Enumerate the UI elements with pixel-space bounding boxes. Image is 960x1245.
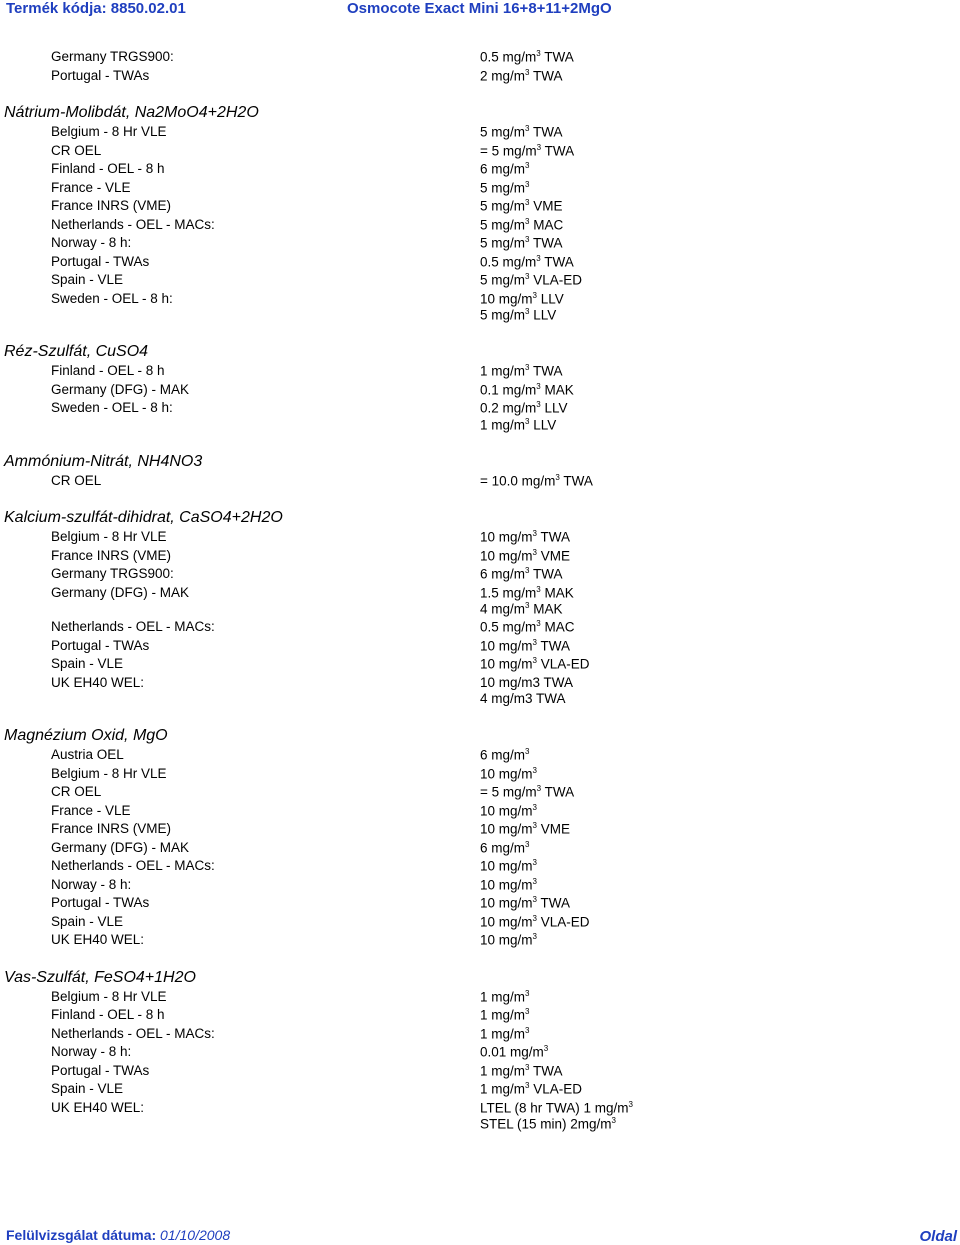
limit-row: [0, 123, 960, 142]
substance-title: Vas-Szulfát, FeSO4+1H2O: [4, 968, 196, 986]
substance-section: [0, 508, 960, 708]
limit-source-label: Netherlands - OEL - MACs:: [51, 619, 215, 634]
limit-source-label: Finland - OEL - 8 h: [51, 363, 165, 378]
limit-source-label: Finland - OEL - 8 h: [51, 161, 165, 176]
limit-source-label: Belgium - 8 Hr VLE: [51, 529, 167, 544]
limit-source-label: Portugal - TWAs: [51, 67, 150, 83]
limit-row: [0, 894, 960, 913]
limit-value: 1.5 $mg/m^3$ MAK: [480, 584, 574, 600]
limit-row: [0, 637, 960, 656]
limit-source-label: France INRS (VME): [51, 198, 172, 213]
substance-title: Nátrium-Molibdát, Na2MoO4+2H2O: [4, 104, 259, 121]
limit-row: [0, 528, 960, 547]
limit-value: 0.5 $mg/m^3$ TWA: [480, 49, 574, 65]
substance-section: [0, 726, 960, 950]
limit-value: 10 $mg/m^3$: [480, 765, 537, 781]
limit-source-label: UK EH40 WEL:: [51, 932, 145, 947]
limit-source-label: Portugal - TWAs: [51, 253, 150, 269]
limit-source-label: Finland - OEL - 8 h: [51, 1007, 165, 1022]
limit-row: [0, 913, 960, 932]
product-code: Termék kódja: 8850.02.01: [6, 0, 186, 17]
limit-source-label: Germany (DFG) - MAK: [51, 839, 190, 855]
limit-source-label: Sweden - OEL - 8 h:: [51, 400, 173, 415]
substance-section: [0, 342, 960, 434]
limit-value: = 5 $mg/m^3$ TWA: [480, 784, 575, 800]
limit-source-label: Austria OEL: [51, 747, 124, 762]
limit-value: 0.01 $mg/m^3$: [480, 1044, 549, 1060]
limit-source-label: Spain - VLE: [51, 656, 124, 671]
substance-section: [0, 103, 960, 324]
substance-title: Ammónium-Nitrát, NH4NO3: [4, 452, 203, 470]
substance-section: [0, 968, 960, 1134]
limit-row: [0, 1025, 960, 1044]
limit-value: 1 $mg/m^3$ VLA-ED: [480, 1081, 582, 1097]
limit-value: 0.2 $mg/m^3$ LLV: [480, 400, 568, 416]
limit-source-label: France INRS (VME): [51, 547, 172, 563]
limit-value: 10 $mg/m^3$: [480, 876, 537, 892]
limit-source-label: France - VLE: [51, 802, 131, 818]
limit-value: STEL (15 min) $2mg/m^3$: [480, 1116, 616, 1132]
limit-row: [0, 674, 960, 693]
limit-value: 5 $mg/m^3$ VME: [480, 198, 563, 214]
limit-value: 1 $mg/m^3$: [480, 1007, 530, 1023]
limit-value: 10 $mg/m^3$ TWA: [480, 895, 570, 911]
limit-source-label: Germany (DFG) - MAK: [51, 381, 190, 397]
exposure-limits-content: [0, 48, 960, 1133]
limit-row: [0, 1043, 960, 1062]
limit-row: [0, 618, 960, 637]
limit-source-label: CR OEL: [51, 142, 102, 158]
limit-row: [0, 197, 960, 216]
limit-source-label: Germany TRGS900:: [51, 49, 174, 64]
limit-source-label: Portugal - TWAs: [51, 895, 150, 910]
limit-value: 0.5 $mg/m^3$ MAC: [480, 619, 575, 635]
limit-source-label: Germany (DFG) - MAK: [51, 584, 190, 600]
limit-row: [0, 931, 960, 950]
limit-row: [0, 399, 960, 418]
limit-row: [0, 362, 960, 381]
limit-source-label: France INRS (VME): [51, 821, 172, 836]
limit-row: [0, 655, 960, 674]
limit-row: [0, 418, 960, 434]
product-name: Osmocote Exact Mini 16+8+11+2MgO: [347, 0, 612, 17]
limit-source-label: Belgium - 8 Hr VLE: [51, 124, 167, 139]
limit-value: 6 $mg/m^3$: [480, 747, 530, 763]
limit-value: 6 $mg/m^3$: [480, 161, 530, 177]
limit-source-label: Sweden - OEL - 8 h:: [51, 290, 173, 306]
limit-value: 10 $mg/m^3$ LLV: [480, 290, 564, 306]
limit-value: 5 $mg/m^3$: [480, 179, 530, 195]
limit-row: [0, 839, 960, 858]
limit-value: 0.1 $mg/m^3$ MAK: [480, 381, 574, 397]
revision-date: 01/10/2008: [160, 1227, 231, 1243]
limit-source-label: Norway - 8 h:: [51, 235, 132, 250]
limit-row: [0, 820, 960, 839]
limit-row: [0, 765, 960, 784]
limit-value: 5 $mg/m^3$ MAC: [480, 216, 564, 232]
limit-value: 1 $mg/m^3$ LLV: [480, 416, 557, 432]
page-header: [0, 0, 960, 18]
limit-source-label: UK EH40 WEL:: [51, 1099, 145, 1115]
limit-value: 4 $mg/m^3$ MAK: [480, 601, 563, 617]
limit-row: [0, 160, 960, 179]
limit-source-label: Belgium - 8 Hr VLE: [51, 765, 167, 781]
limit-row: [0, 1117, 960, 1133]
limit-row: [0, 234, 960, 253]
limit-row: [0, 381, 960, 400]
limit-value: 1 $mg/m^3$: [480, 1025, 530, 1041]
limit-source-label: CR OEL: [51, 784, 102, 799]
limit-row: [0, 67, 960, 86]
limit-value: = 10.0 $mg/m^3$ TWA: [480, 472, 593, 488]
limit-source-label: Spain - VLE: [51, 272, 124, 287]
limit-source-label: Netherlands - OEL - MACs:: [51, 216, 215, 232]
limit-value: 6 $mg/m^3$ TWA: [480, 566, 563, 582]
limit-row: [0, 746, 960, 765]
limit-source-label: Norway - 8 h:: [51, 876, 132, 892]
limit-source-label: Norway - 8 h:: [51, 1044, 132, 1059]
limit-source-label: CR OEL: [51, 472, 102, 488]
limit-value: 5 $mg/m^3$ LLV: [480, 307, 557, 323]
limit-value: 10 $mg/m^3$ VLA-ED: [480, 913, 590, 929]
page-label: Oldal: [919, 1228, 957, 1245]
limit-value: 0.5 $mg/m^3$ TWA: [480, 253, 574, 269]
limit-value: 5 $mg/m^3$ TWA: [480, 235, 563, 251]
limit-value: 10 $mg/m^3$ VLA-ED: [480, 656, 590, 672]
limit-source-label: Portugal - TWAs: [51, 1062, 150, 1078]
limit-value: 10 $mg/m^3$: [480, 932, 537, 948]
limit-source-label: Portugal - TWAs: [51, 637, 150, 653]
limit-row: [0, 876, 960, 895]
limit-row: [0, 216, 960, 235]
limit-value: 6 $mg/m^3$: [480, 839, 530, 855]
limit-value: 5 $mg/m^3$ VLA-ED: [480, 272, 582, 288]
limit-source-label: Belgium - 8 Hr VLE: [51, 988, 167, 1004]
limit-source-label: Spain - VLE: [51, 1081, 124, 1096]
limit-row: [0, 783, 960, 802]
limit-value: 2 $mg/m^3$ TWA: [480, 67, 563, 83]
page-footer: [0, 1226, 960, 1244]
substance-title: Réz-Szulfát, CuSO4: [4, 343, 149, 360]
limit-row: [0, 584, 960, 603]
limit-row: [0, 692, 960, 708]
limit-row: [0, 1099, 960, 1118]
limit-source-label: Germany TRGS900:: [51, 566, 174, 581]
limit-row: [0, 547, 960, 566]
limit-row: [0, 565, 960, 584]
limit-value: 10 $mg/m^3$ TWA: [480, 529, 570, 545]
limit-row: [0, 1062, 960, 1081]
limit-value: 1 $mg/m^3$ TWA: [480, 363, 563, 379]
limit-source-label: Netherlands - OEL - MACs:: [51, 1025, 215, 1041]
substance-section: [0, 48, 960, 85]
substance-section: [0, 452, 960, 491]
limit-row: [0, 179, 960, 198]
limit-row: [0, 472, 960, 491]
limit-source-label: UK EH40 WEL:: [51, 674, 145, 690]
limit-row: [0, 988, 960, 1007]
limit-value: 10 mg/m3 TWA: [480, 674, 574, 690]
limit-source-label: Spain - VLE: [51, 913, 124, 929]
limit-row: [0, 290, 960, 309]
revision-date-label: Felülvizsgálat dátuma: 01/10/2008: [6, 1227, 231, 1243]
limit-row: [0, 253, 960, 272]
substance-title: Kalcium-szulfát-dihidrat, CaSO4+2H2O: [4, 509, 283, 526]
limit-value: 4 mg/m3 TWA: [480, 691, 566, 706]
limit-row: [0, 271, 960, 290]
limit-value: 10 $mg/m^3$: [480, 858, 537, 874]
limit-value: 1 $mg/m^3$: [480, 988, 530, 1004]
limit-value: 10 $mg/m^3$ VME: [480, 821, 570, 837]
limit-value: = 5 $mg/m^3$ TWA: [480, 142, 575, 158]
limit-value: 10 $mg/m^3$ TWA: [480, 637, 570, 653]
limit-row: [0, 857, 960, 876]
limit-row: [0, 1080, 960, 1099]
limit-source-label: France - VLE: [51, 179, 131, 195]
limit-value: 10 $mg/m^3$ VME: [480, 547, 570, 563]
limit-row: [0, 602, 960, 618]
limit-value: 10 $mg/m^3$: [480, 802, 537, 818]
limit-row: [0, 142, 960, 161]
limit-row: [0, 308, 960, 324]
limit-row: [0, 802, 960, 821]
limit-row: [0, 1006, 960, 1025]
substance-title: Magnézium Oxid, MgO: [4, 727, 168, 744]
limit-value: 5 $mg/m^3$ TWA: [480, 124, 563, 140]
limit-value: 1 $mg/m^3$ TWA: [480, 1062, 563, 1078]
limit-row: [0, 48, 960, 67]
limit-source-label: Netherlands - OEL - MACs:: [51, 858, 215, 873]
limit-value: LTEL (8 hr TWA) 1 $mg/m^3$: [480, 1099, 633, 1115]
